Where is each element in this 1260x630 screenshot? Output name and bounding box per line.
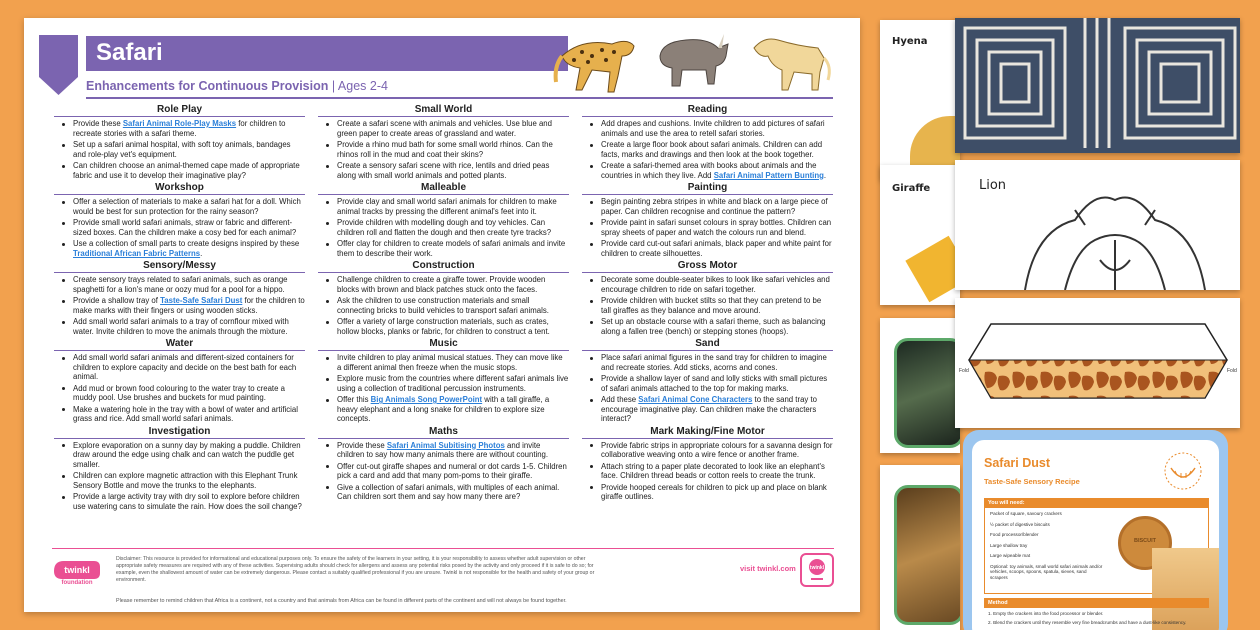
list-item (54, 197, 305, 216)
section-list (582, 441, 833, 502)
list-item (54, 441, 305, 470)
list-item (582, 239, 833, 258)
item-text: Add these (601, 395, 639, 404)
item-text: Provide children with bucket stilts so that they can pretend to be tall giraffes as they balance and move around. (601, 296, 822, 315)
subtitle-separator: | (328, 79, 338, 93)
list-item (318, 395, 569, 424)
ingredient-item: Large shallow tray (990, 542, 1028, 548)
section-heading: Painting (582, 182, 833, 195)
item-text: Provide a large activity tray with dry soil to explore before children use watering cans to simulate the rain. How does the soil change? (73, 492, 302, 511)
ingredients-list (985, 508, 1105, 580)
subtitle-main: Enhancements for Continuous Provision (86, 79, 329, 93)
method-heading: Method (984, 598, 1209, 608)
section-heading: Music (318, 338, 569, 351)
item-text: Invite children to play animal musical statues. They can move like a different animal then freeze when the music stops. (337, 353, 563, 372)
leaf-photo (894, 338, 960, 448)
section-heading: Sand (582, 338, 833, 351)
resource-link[interactable]: Traditional African Fabric Patterns (73, 248, 201, 258)
section-heading: Mark Making/Fine Motor (582, 426, 833, 439)
item-text: Offer clay for children to create models of safari animals and invite them to describe their work. (337, 239, 566, 258)
disclaimer-text: Disclaimer: This resource is provided for informational and educational purposes only. To ensure the safety of the learners in your setting, it is your responsibility to assess whether adult supervision or other appropriate safety measures are required with any of these activities. Supervising adults should check for allergens and assess any potential risks posed by the activity and only proceed if it is safe to do so; for example, even the shallowest amount of water can be extremely dangerous. Please contact a suitably qualified professional if you are unsure. Twinkl is not responsible for the health and safety of your group or environment. (116, 556, 595, 583)
section-heading: Maths (318, 426, 569, 439)
list-item (318, 140, 569, 159)
provision-columns (48, 104, 841, 564)
list-item (54, 161, 305, 180)
section-list (318, 197, 569, 258)
item-text: Give a collection of safari animals, with multiples of each animal. Can children sort them and say how many there are? (337, 482, 560, 501)
list-item (318, 353, 569, 372)
monkey-photo-card (880, 465, 960, 630)
item-text: Offer this (337, 395, 371, 404)
list-item (318, 275, 569, 294)
monkey-photo (894, 485, 960, 625)
section-heading: Reading (582, 104, 833, 117)
list-item (54, 119, 305, 138)
item-text: Offer a variety of large construction materials, such as crates, hollow blocks, planks or fabric, for children to construct a tent. (337, 317, 550, 336)
item-text: Provide fabric strips in appropriate colours for a savanna design for collaborative weaving onto a wire fence or another frame. (601, 440, 833, 459)
list-item (54, 140, 305, 159)
list-item (582, 483, 833, 502)
list-item (582, 317, 833, 336)
column-middle (318, 104, 569, 504)
ingredient-item: Large wipeable mat (990, 553, 1031, 558)
resource-link[interactable]: Big Animals Song PowerPoint (370, 395, 483, 404)
section-maths (318, 426, 569, 502)
reminder-text: Please remember to remind children that Africa is a continent, not a country and that animals from Africa can be found in different parts of the continent and will not always be found together. (116, 598, 567, 604)
subtitle-ages: Ages 2-4 (337, 79, 388, 93)
fold-label-left: Fold (959, 368, 969, 374)
lion-mask-card (955, 160, 1240, 290)
item-text: Ask the children to use construction materials and small connecting bricks to build vehicles to transport safari animals. (337, 296, 549, 315)
section-role-play (54, 104, 305, 180)
resource-link[interactable]: Safari Animal Subitising Photos (386, 440, 505, 450)
page-subtitle (86, 79, 388, 93)
section-gross-motor (582, 260, 833, 336)
list-item (582, 441, 833, 460)
giraffe-card (880, 165, 960, 305)
item-text: Provide small world safari animals, straw or fabric and different-sized boxes. Can the children make a cosy bed for each animal? (73, 218, 297, 237)
recipe-card (972, 440, 1219, 630)
list-item (582, 275, 833, 294)
item-text: Provide these (73, 119, 123, 128)
item-text-after-link: and invite children to say how many animals there are without counting. (337, 440, 549, 459)
item-text: Set up a safari animal hospital, with soft toy animals, bandages and role-play vet's equipment. (73, 140, 291, 159)
quality-badge (800, 553, 834, 587)
item-text: Place safari animal figures in the sand tray for children to imagine and recreate stories. Add sticks, acorns and cones. (601, 353, 827, 372)
item-text: Add mud or brown food colouring to the water tray to create a muddy pool. Use brushes and buckets for mud painting. (73, 383, 285, 402)
list-item (582, 374, 833, 393)
subtitle-rule (86, 97, 833, 99)
list-item (54, 218, 305, 237)
list-item (54, 353, 305, 382)
section-reading (582, 104, 833, 180)
list-item (54, 275, 305, 294)
lioness-illustration (748, 26, 834, 94)
resource-link[interactable]: Safari Animal Role-Play Masks (122, 119, 237, 128)
bookmark-ribbon (39, 35, 78, 95)
resource-link[interactable]: Safari Animal Pattern Bunting (713, 170, 824, 180)
section-construction (318, 260, 569, 336)
list-item (318, 317, 569, 336)
item-text: Make a watering hole in the tray with a bowl of water and artificial grass and rice. Add small world safari animals. (73, 404, 298, 423)
method-list (988, 611, 1203, 628)
logo-text-foundation: foundation (61, 580, 93, 585)
section-list (582, 197, 833, 258)
list-item (582, 161, 833, 180)
leaf-photo-card (880, 318, 960, 453)
section-list (582, 119, 833, 180)
item-text: Create a sensory safari scene with rice, lentils and dried peas along with small world animals and potted plants. (337, 161, 550, 180)
section-list (318, 441, 569, 502)
page-title: Safari (86, 36, 568, 71)
section-heading: Sensory/Messy (54, 260, 305, 273)
item-text-after-link: to the sand tray to encourage imaginative play. Can children make the characters interact? (601, 395, 817, 423)
tribal-pattern (955, 18, 1240, 153)
section-painting (582, 182, 833, 258)
section-heading: Water (54, 338, 305, 351)
list-item (318, 296, 569, 315)
section-list (54, 441, 305, 512)
biscuit-text: BISCUIT (1134, 538, 1156, 544)
item-text: Provide a rhino mud bath for some small world rhinos. Can the rhinos roll in the mud and coat their skins? (337, 140, 553, 159)
footer-divider (52, 548, 834, 549)
resource-link[interactable]: Taste-Safe Safari Dust (160, 296, 243, 305)
item-text: Offer a selection of materials to make a safari hat for a doll. Which would be best for sun protection for the rainy season? (73, 197, 301, 216)
section-heading: Workshop (54, 182, 305, 195)
list-item (318, 239, 569, 258)
list-item (318, 161, 569, 180)
giraffe-headband (955, 298, 1240, 428)
visit-link[interactable]: visit twinkl.com (740, 564, 796, 573)
section-heading: Small World (318, 104, 569, 117)
item-text: Provide a shallow layer of sand and lolly sticks with small pictures of safari animals attached to the top for making marks. (601, 374, 828, 393)
section-small-world (318, 104, 569, 180)
giraffe-headband-card (955, 298, 1240, 428)
item-text: Explore music from the countries where different safari animals live using a collection of traditional percussion instruments. (337, 374, 569, 393)
lion-label: Lion (979, 178, 1007, 193)
list-item (582, 197, 833, 216)
hyena-card (880, 20, 960, 180)
item-text-after-link: for children to recreate stories with a safari theme. (73, 119, 286, 138)
item-text: Provide children with modelling dough and toy vehicles. Can children roll and flatten the dough and then create tyre tracks? (337, 218, 552, 237)
section-mark-making-fine-motor (582, 426, 833, 502)
item-text: Create a large floor book about safari animals. Children can add facts, marks and drawings and then look at the book together. (601, 140, 823, 159)
section-heading: Gross Motor (582, 260, 833, 273)
item-text: Create sensory trays related to safari animals, such as orange spaghetti for a lion's mane or oozy mud for a pool for a hippo. (73, 275, 288, 294)
item-text: Create a safari-themed area with books about animals and the countries in which they live. Add (601, 161, 817, 180)
list-item (54, 239, 305, 258)
list-item (582, 119, 833, 138)
item-text: Explore evaporation on a sunny day by making a puddle. Children draw around the edge using chalk and can watch the puddle get smaller. (73, 440, 301, 469)
method-step: 1. Empty the crackers into the food processor or blender. (988, 611, 1104, 616)
item-text: Provide a shallow tray of (73, 296, 161, 305)
section-water (54, 338, 305, 424)
list-item (582, 218, 833, 237)
section-list (318, 119, 569, 180)
list-item (54, 471, 305, 490)
list-item (54, 492, 305, 511)
list-item (318, 374, 569, 393)
ingredient-item: Packet of square, savoury crackers (990, 511, 1062, 516)
section-heading: Construction (318, 260, 569, 273)
item-text-after-link: with a tall giraffe, a heavy elephant and a long snake for children to explore size concepts. (337, 395, 550, 423)
you-will-need-heading: You will need: (984, 498, 1209, 508)
badge-text: twinkl (809, 565, 825, 571)
list-item (318, 119, 569, 138)
section-list (582, 275, 833, 336)
section-malleable (318, 182, 569, 258)
section-list (54, 353, 305, 424)
item-text: Set up an obstacle course with a safari theme, such as balancing along a fallen tree (bench) or stepping stones (hoops). (601, 317, 826, 336)
section-list (318, 353, 569, 424)
item-text: Offer cut-out giraffe shapes and numeral or dot cards 1-5. Children pick a card and add that many pom-poms to their giraffe. (337, 461, 567, 480)
item-text-after-link: . (823, 170, 827, 180)
section-heading: Role Play (54, 104, 305, 117)
hyena-label: Hyena (892, 36, 928, 47)
fold-label-right: Fold (1227, 368, 1237, 374)
zebra-pattern-card (955, 18, 1240, 153)
section-workshop (54, 182, 305, 258)
item-text-after-link: for the children to make marks with their fingers or using wooden sticks. (73, 296, 305, 315)
giraffe-label: Giraffe (892, 183, 931, 194)
item-text: Add small world safari animals to a tray of cornflour mixed with water. Invite children to move the animals through the mixture. (73, 317, 289, 336)
recipe-subtitle: Taste-Safe Sensory Recipe (984, 477, 1080, 486)
hyena-ear-shape (910, 116, 960, 166)
logo-text-twinkl: twinkl (64, 565, 90, 575)
item-text: Can children choose an animal-themed cape made of appropriate fabric and use it to develop their imaginative play? (73, 161, 300, 180)
section-list (54, 119, 305, 180)
item-text: Challenge children to create a giraffe tower. Provide wooden blocks with brown and black patches stuck onto the faces. (337, 275, 546, 294)
list-item (318, 218, 569, 237)
column-left (54, 104, 305, 513)
twinkl-foundation-logo (50, 555, 102, 585)
section-list (318, 275, 569, 336)
list-item (54, 384, 305, 403)
method-step: 2. Blend the crackers until they resemble very fine breadcrumbs and have a dust-like consistency. (988, 619, 1187, 625)
item-text: Attach string to a paper plate decorated to look like an elephant's face. Children thread beads or cotton reels to create the trunk. (601, 461, 825, 480)
section-sensory-messy (54, 260, 305, 336)
item-text-after-link: . (200, 248, 203, 258)
ingredient-item: ½ packet of digestive biscuits (990, 521, 1050, 527)
section-sand (582, 338, 833, 424)
recipe-card-frame (963, 430, 1228, 630)
section-list (54, 197, 305, 258)
ingredient-item: Optional: toy animals, small world safari animals and/or vehicles, scoops, spoons, spatula, sieves, sand scrapers (990, 563, 1103, 580)
list-item (582, 395, 833, 424)
list-item (318, 462, 569, 481)
item-text: Provide clay and small world safari animals for children to make animal tracks by pressing the different animal's feet into it. (337, 197, 557, 216)
list-item (54, 405, 305, 424)
safari-document-page (24, 18, 860, 612)
section-heading: Investigation (54, 426, 305, 439)
ingredient-item: Food processor/blender (990, 532, 1039, 537)
section-list (54, 275, 305, 336)
list-item (54, 317, 305, 336)
item-text: Add drapes and cushions. Invite children to add pictures of safari animals and use the area to retell safari stories. (601, 119, 825, 138)
item-text: Use a collection of small parts to create designs inspired by these (73, 239, 300, 248)
list-item (582, 140, 833, 159)
section-heading: Malleable (318, 182, 569, 195)
item-text: Add small world safari animals and different-sized containers for children to explore capacity and decide on the best bath for each animal. (73, 353, 297, 381)
item-text: Create a safari scene with animals and vehicles. Use blue and green paper to create areas of grassland and water. (337, 119, 552, 138)
list-item (318, 197, 569, 216)
item-text: Provide card cut-out safari animals, black paper and white paint for children to create silhouettes. (601, 239, 832, 258)
lion-face-outline (1015, 190, 1215, 290)
section-music (318, 338, 569, 424)
item-text: Provide hooped cereals for children to pick up and place on blank giraffe outlines. (601, 482, 827, 501)
section-list (582, 353, 833, 424)
item-text: Provide paint in safari sunset colours in spray bottles. Children can spray sheets of paper and watch the colours run and blend. (601, 218, 832, 237)
list-item (582, 462, 833, 481)
list-item (318, 441, 569, 460)
list-item (54, 296, 305, 315)
list-item (582, 296, 833, 315)
item-text: Begin painting zebra stripes in white and black on a large piece of paper. Can children recognise and continue the pattern? (601, 197, 828, 216)
list-item (318, 483, 569, 502)
column-right (582, 104, 833, 504)
badge-icon (802, 555, 832, 585)
item-text: Provide these (337, 440, 387, 450)
section-investigation (54, 426, 305, 512)
list-item (582, 353, 833, 372)
rhino-illustration (652, 28, 732, 92)
resource-link[interactable]: Safari Animal Cone Characters (638, 395, 753, 404)
giraffe-ear-shape (905, 236, 960, 303)
item-text: Decorate some double-seater bikes to look like safari vehicles and encourage children to ride on safari together. (601, 275, 830, 294)
item-text: Children can explore magnetic attraction with this Elephant Trunk Sensory Bottle and move the trunks to the elephants. (73, 471, 298, 490)
leopard-illustration (552, 26, 638, 96)
recipe-title: Safari Dust (984, 456, 1050, 470)
smile-icon (1162, 450, 1204, 492)
